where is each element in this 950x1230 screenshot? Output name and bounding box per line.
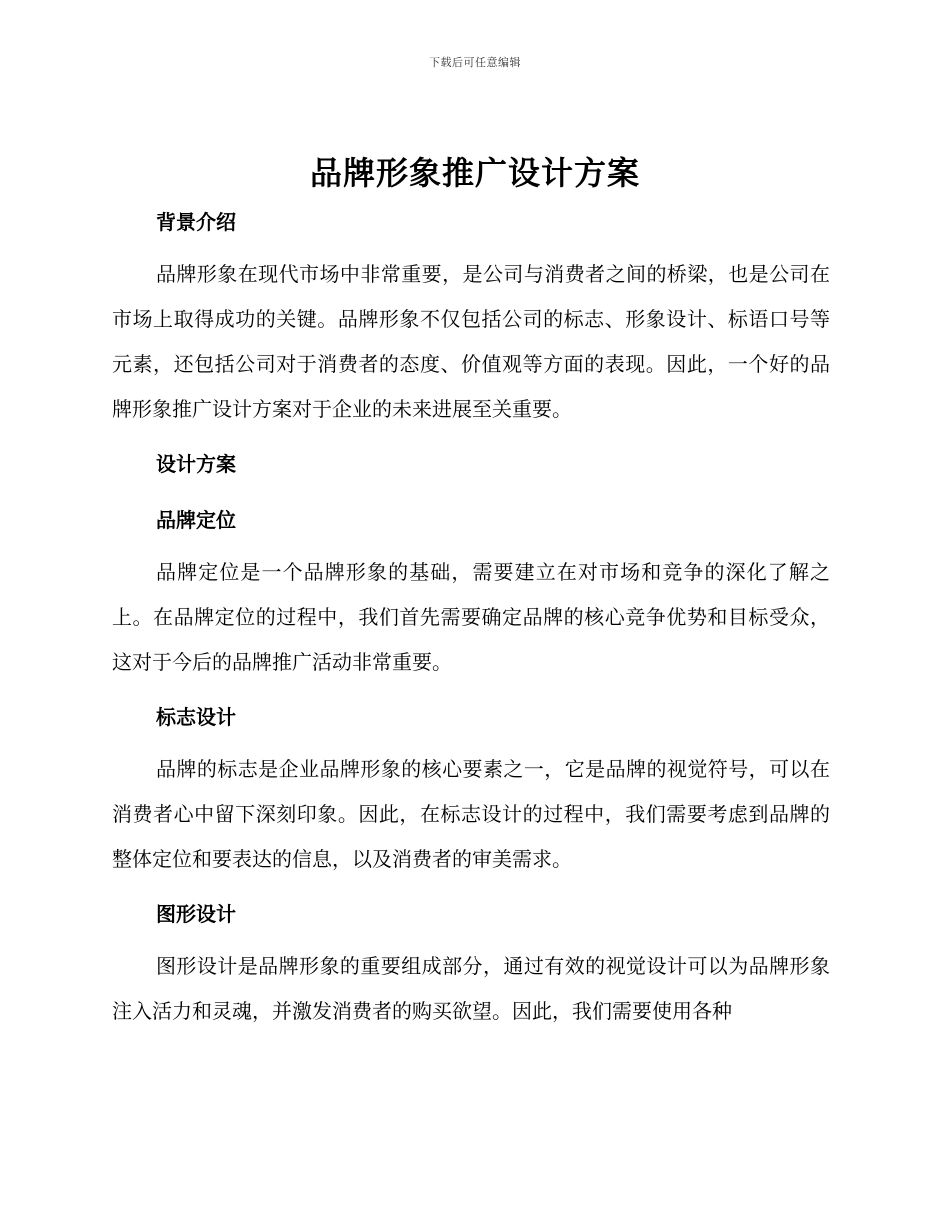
section-heading: 背景介绍 <box>156 210 236 234</box>
section-paragraph: 品牌定位是一个品牌形象的基础，需要建立在对市场和竞争的深化了解之上。在品牌定位的过程中，我们首先需要确定品牌的核心竞争优势和目标受众，这对于今后的品牌推广活动非常重要。 <box>112 560 830 674</box>
section-heading: 标志设计 <box>156 705 236 729</box>
section-heading: 设计方案 <box>156 452 236 476</box>
section-logo-design <box>112 697 830 882</box>
section-background <box>112 202 830 432</box>
section-paragraph: 图形设计是品牌形象的重要组成部分，通过有效的视觉设计可以为品牌形象注入活力和灵魂，并激发消费者的购买欲望。因此，我们需要使用各种 <box>112 954 830 1023</box>
section-paragraph: 品牌形象在现代市场中非常重要，是公司与消费者之间的桥梁，也是公司在市场上取得成功的关键。品牌形象不仅包括公司的标志、形象设计、标语口号等元素，还包括公司对于消费者的态度、价值观等方面的表现。因此，一个好的品牌形象推广设计方案对于企业的未来进展至关重要。 <box>112 262 830 421</box>
section-paragraph: 品牌的标志是企业品牌形象的核心要素之一，它是品牌的视觉符号，可以在消费者心中留下深刻印象。因此，在标志设计的过程中，我们需要考虑到品牌的整体定位和要表达的信息，以及消费者的审美需求。 <box>112 757 830 871</box>
section-brand-positioning <box>112 500 830 685</box>
section-heading: 图形设计 <box>156 902 236 926</box>
document-title: 品牌形象推广设计方案 <box>309 154 640 192</box>
page-header-note: 下载后可任意编辑 <box>429 56 521 69</box>
section-design-plan <box>112 444 830 484</box>
section-graphic-design <box>112 894 830 1034</box>
document-body <box>112 202 830 1046</box>
section-heading: 品牌定位 <box>156 508 236 532</box>
